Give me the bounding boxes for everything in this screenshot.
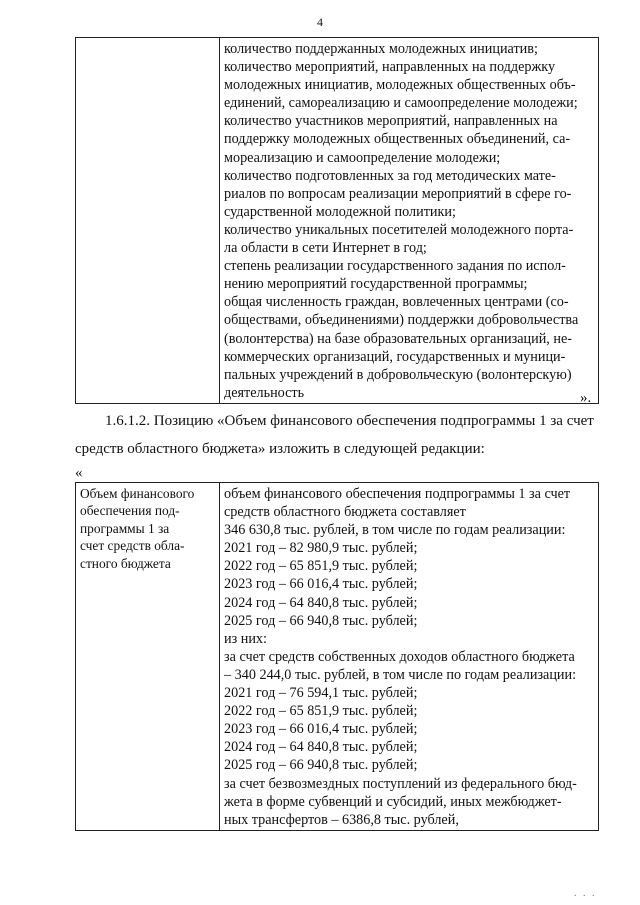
indicators-table <box>75 37 599 404</box>
indicator-line: ла области в сети Интернет в год; <box>224 240 427 257</box>
funding-value-cell <box>220 483 599 831</box>
funding-line: средств областного бюджета составляет <box>224 504 466 521</box>
funding-label-line: обеспечения под- <box>80 503 180 519</box>
indicator-line: количество участников мероприятий, направленных на <box>224 113 558 130</box>
indicator-line: сударственной молодежной политики; <box>224 203 456 220</box>
indicator-line: мореализацию и самоопределение молодежи; <box>224 149 501 166</box>
indicator-line: молодежных инициатив, молодежных общественных объ- <box>224 77 576 94</box>
funding-line: объем финансового обеспечения подпрограммы 1 за счет <box>224 486 571 502</box>
indicator-line: количество поддержанных молодежных инициатив; <box>224 41 538 57</box>
funding-line: 2025 год – 66 940,8 тыс. рублей; <box>224 757 418 774</box>
indicators-empty-cell <box>76 38 220 404</box>
indicator-line: нению мероприятий государственной программы; <box>224 276 528 293</box>
funding-line: – 340 244,0 тыс. рублей, в том числе по годам реализации: <box>224 666 577 683</box>
indicator-line: коммерческих организаций, государственных и муници- <box>224 348 566 365</box>
funding-line: ных трансфертов – 6386,8 тыс. рублей, <box>224 811 459 828</box>
funding-line: за счет средств собственных доходов областного бюджета <box>224 648 575 665</box>
funding-line: 2025 год – 66 940,8 тыс. рублей; <box>224 612 418 629</box>
funding-line: 2022 год – 65 851,9 тыс. рублей; <box>224 703 418 720</box>
indicator-line: общая численность граждан, вовлеченных центрами (со- <box>224 294 569 311</box>
funding-line: за счет безвозмездных поступлений из федерального бюд- <box>224 775 577 792</box>
indicator-line: единений, самореализацию и самоопределение молодежи; <box>224 95 578 112</box>
indicator-line: степень реализации государственного задания по испол- <box>224 258 566 275</box>
indicator-line: пальных учреждений в добровольческую (волонтерскую) <box>224 366 572 383</box>
funding-label-cell <box>76 483 220 831</box>
indicator-line: количество уникальных посетителей молодежного порта- <box>224 221 574 238</box>
funding-line: 346 630,8 тыс. рублей, в том числе по годам реализации: <box>224 522 566 539</box>
funding-line: жета в форме субвенций и субсидий, иных межбюджет- <box>224 793 562 810</box>
funding-line: 2023 год – 66 016,4 тыс. рублей; <box>224 721 418 738</box>
indicator-line: обществами, объединениями) поддержки добровольчества <box>224 312 579 329</box>
funding-line: 2023 год – 66 016,4 тыс. рублей; <box>224 576 418 593</box>
opening-quote: « <box>75 465 83 481</box>
funding-line: 2021 год – 82 980,9 тыс. рублей; <box>224 540 418 557</box>
funding-line: 2021 год – 76 594,1 тыс. рублей; <box>224 685 418 702</box>
indicator-line: риалов по вопросам реализации мероприятий в сфере го- <box>224 185 572 202</box>
indicator-line: поддержку молодежных общественных объединений, са- <box>224 131 571 148</box>
funding-line: из них: <box>224 630 267 647</box>
closing-quote: ». <box>580 390 592 406</box>
indicator-line: деятельность <box>224 384 305 401</box>
indicator-line: (волонтерства) на базе образовательных организаций, не- <box>224 330 573 347</box>
indicators-cell <box>220 38 599 404</box>
margin-mark: . . . <box>574 888 597 899</box>
funding-label-line: программы 1 за <box>80 520 170 536</box>
table-row <box>76 38 599 404</box>
funding-line: 2024 год – 64 840,8 тыс. рублей; <box>224 594 418 611</box>
page-number: 4 <box>317 15 323 29</box>
amendment-paragraph-line-2: средств областного бюджета» изложить в следующей редакции: <box>75 441 485 457</box>
funding-table <box>75 482 599 831</box>
funding-line: 2024 год – 64 840,8 тыс. рублей; <box>224 739 418 756</box>
indicator-line: количество подготовленных за год методических мате- <box>224 167 556 184</box>
amendment-paragraph-line-1: 1.6.1.2. Позицию «Объем финансового обеспечения подпрограммы 1 за счет <box>105 413 594 429</box>
indicator-line: количество мероприятий, направленных на поддержку <box>224 59 556 76</box>
funding-label-line: Объем финансового <box>80 486 195 501</box>
table-row <box>76 483 599 831</box>
funding-label-line: счет средств обла- <box>80 538 185 554</box>
funding-line: 2022 год – 65 851,9 тыс. рублей; <box>224 558 418 575</box>
funding-label-line: стного бюджета <box>80 555 171 571</box>
